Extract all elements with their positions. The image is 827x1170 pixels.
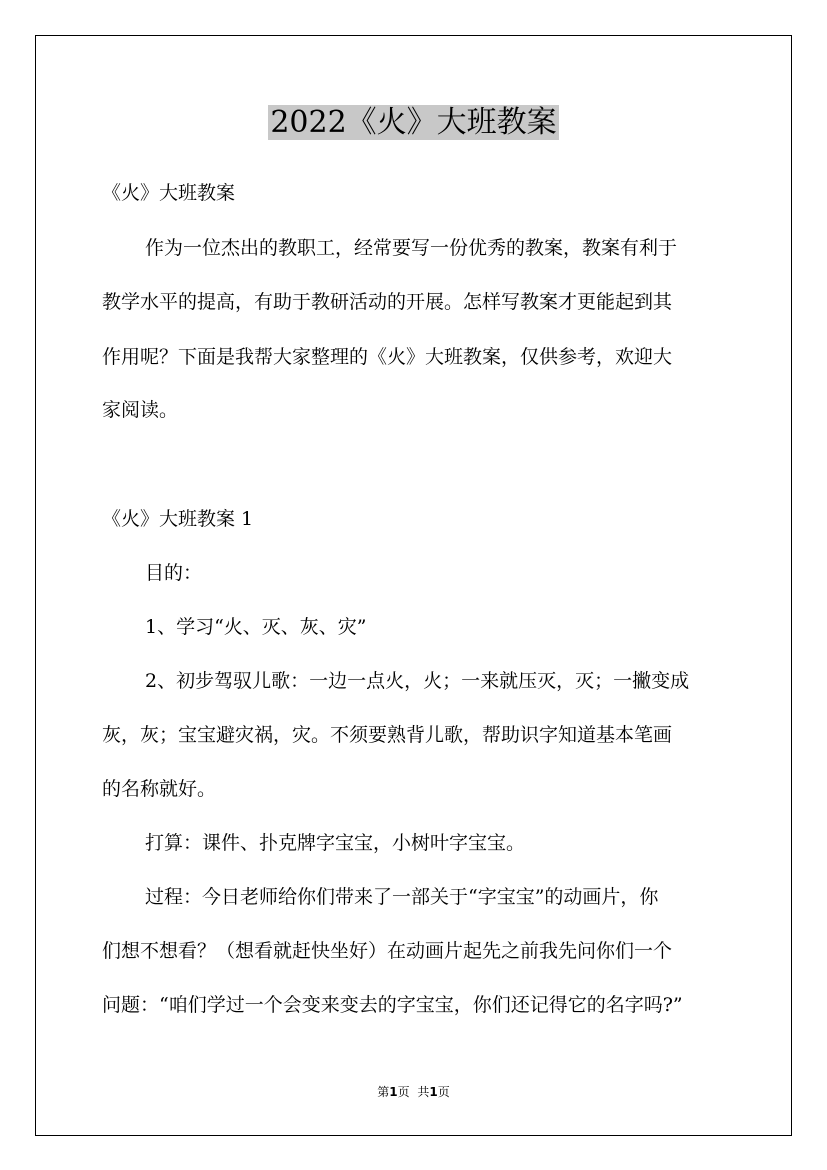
process-line-3: 问题：“咱们学过一个会变来变去的字宝宝，你们还记得它的名字吗?” xyxy=(102,994,683,1016)
intro-line-3: 作用呢？下面是我帮大家整理的《火》大班教案，仅供参考，欢迎大 xyxy=(102,346,673,368)
goal-2-line-3: 的名称就好。 xyxy=(102,778,217,800)
process-line-1: 过程：今日老师给你们带来了一部关于“字宝宝”的动画片，你 xyxy=(145,886,659,908)
footer-page-prefix: 第 xyxy=(377,1085,390,1099)
goal-label: 目的： xyxy=(145,562,203,584)
section-heading: 《火》大班教案 1 xyxy=(102,508,254,530)
page-title xyxy=(0,103,827,143)
process-line-2: 们想不想看？（想看就赶快坐好）在动画片起先之前我先问你们一个 xyxy=(102,940,673,962)
footer-page-number: 1 xyxy=(389,1085,398,1099)
intro-line-4: 家阅读。 xyxy=(102,399,179,421)
page-title-text: 2022《火》大班教案 xyxy=(270,105,557,140)
page-footer xyxy=(0,1084,827,1100)
goal-2-line-2: 灰，灰；宝宝避灾祸，灾。不须要熟背儿歌，帮助识字知道基本笔画 xyxy=(102,724,673,746)
footer-total-number: 1 xyxy=(429,1085,438,1099)
footer-total-suffix: 页 xyxy=(437,1085,450,1099)
prep-line: 打算：课件、扑克牌字宝宝，小树叶字宝宝。 xyxy=(145,832,526,854)
footer-page-suffix: 页 xyxy=(397,1085,410,1099)
intro-line-2: 教学水平的提高，有助于教研活动的开展。怎样写教案才更能起到其 xyxy=(102,291,673,313)
intro-line-1: 作为一位杰出的教职工，经常要写一份优秀的教案，教案有利于 xyxy=(145,237,678,259)
footer-total-prefix: 共 xyxy=(417,1085,430,1099)
subtitle: 《火》大班教案 xyxy=(102,182,236,204)
goal-2-line-1: 2、初步驾驭儿歌：一边一点火，火；一来就压灭，灭；一撇变成 xyxy=(145,670,690,692)
goal-1: 1、学习“火、灭、灰、灾” xyxy=(145,616,367,638)
